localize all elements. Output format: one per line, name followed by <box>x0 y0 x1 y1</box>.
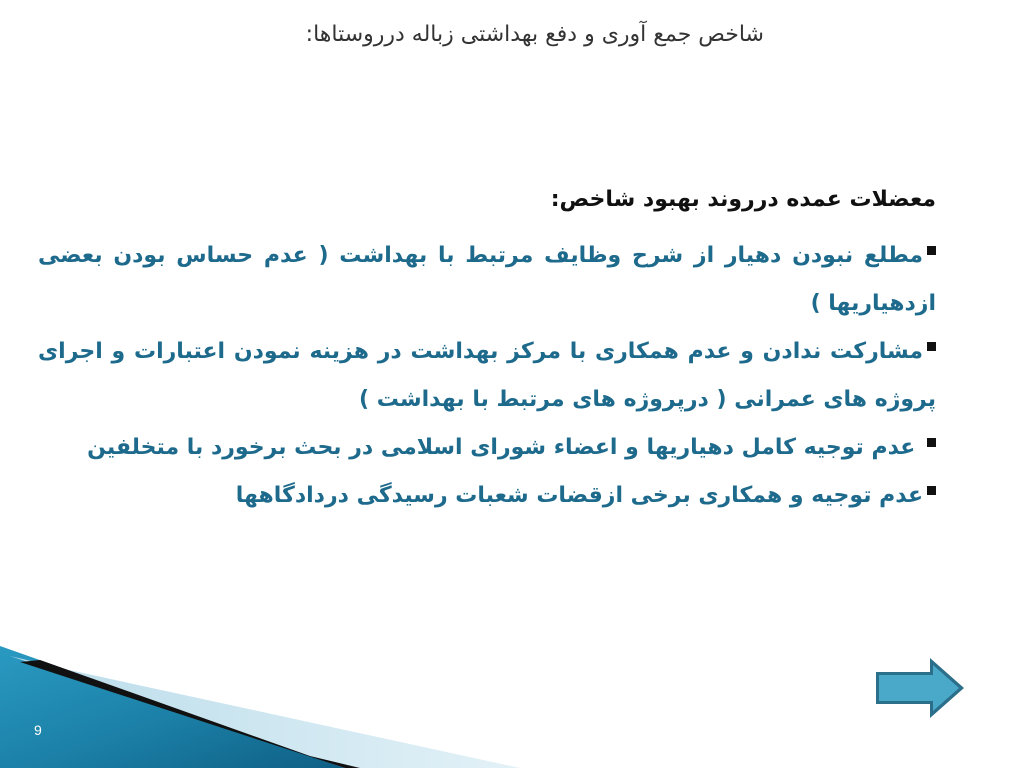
next-slide-button[interactable] <box>874 656 966 720</box>
bullet-item <box>38 232 936 328</box>
square-bullet-icon <box>927 342 936 351</box>
bottom-decoration <box>0 638 1024 768</box>
bullet-list <box>38 232 936 520</box>
right-arrow-icon <box>876 658 964 718</box>
page-number: 9 <box>34 722 42 738</box>
bullet-item <box>38 328 936 424</box>
square-bullet-icon <box>927 438 936 447</box>
subheading: معضلات عمده درروند بهبود شاخص: <box>550 187 936 212</box>
bullet-item <box>38 472 936 520</box>
bullet-text: مطلع نبودن دهیار از شرح وظایف مرتبط با بهداشت ( عدم حساس بودن بعضی ازدهیاریها ) <box>38 243 936 316</box>
bullet-text: عدم توجیه کامل دهیاریها و اعضاء شورای اسلامی در بحث برخورد با متخلفین <box>87 435 923 460</box>
bullet-text: مشارکت ندادن و عدم همکاری با مرکز بهداشت در هزینه نمودن اعتبارات و اجرای پروژه های عمرانی ( درپروژه های مرتبط با بهداشت ) <box>38 339 936 412</box>
bullet-item <box>38 424 936 472</box>
square-bullet-icon <box>927 246 936 255</box>
bullet-text: عدم توجیه و همکاری برخی ازقضات شعبات رسیدگی دردادگاهها <box>235 483 923 508</box>
square-bullet-icon <box>927 486 936 495</box>
slide-content <box>38 178 936 520</box>
slide-title: شاخص جمع آوری و دفع بهداشتی زباله درروستاها: <box>305 22 764 47</box>
